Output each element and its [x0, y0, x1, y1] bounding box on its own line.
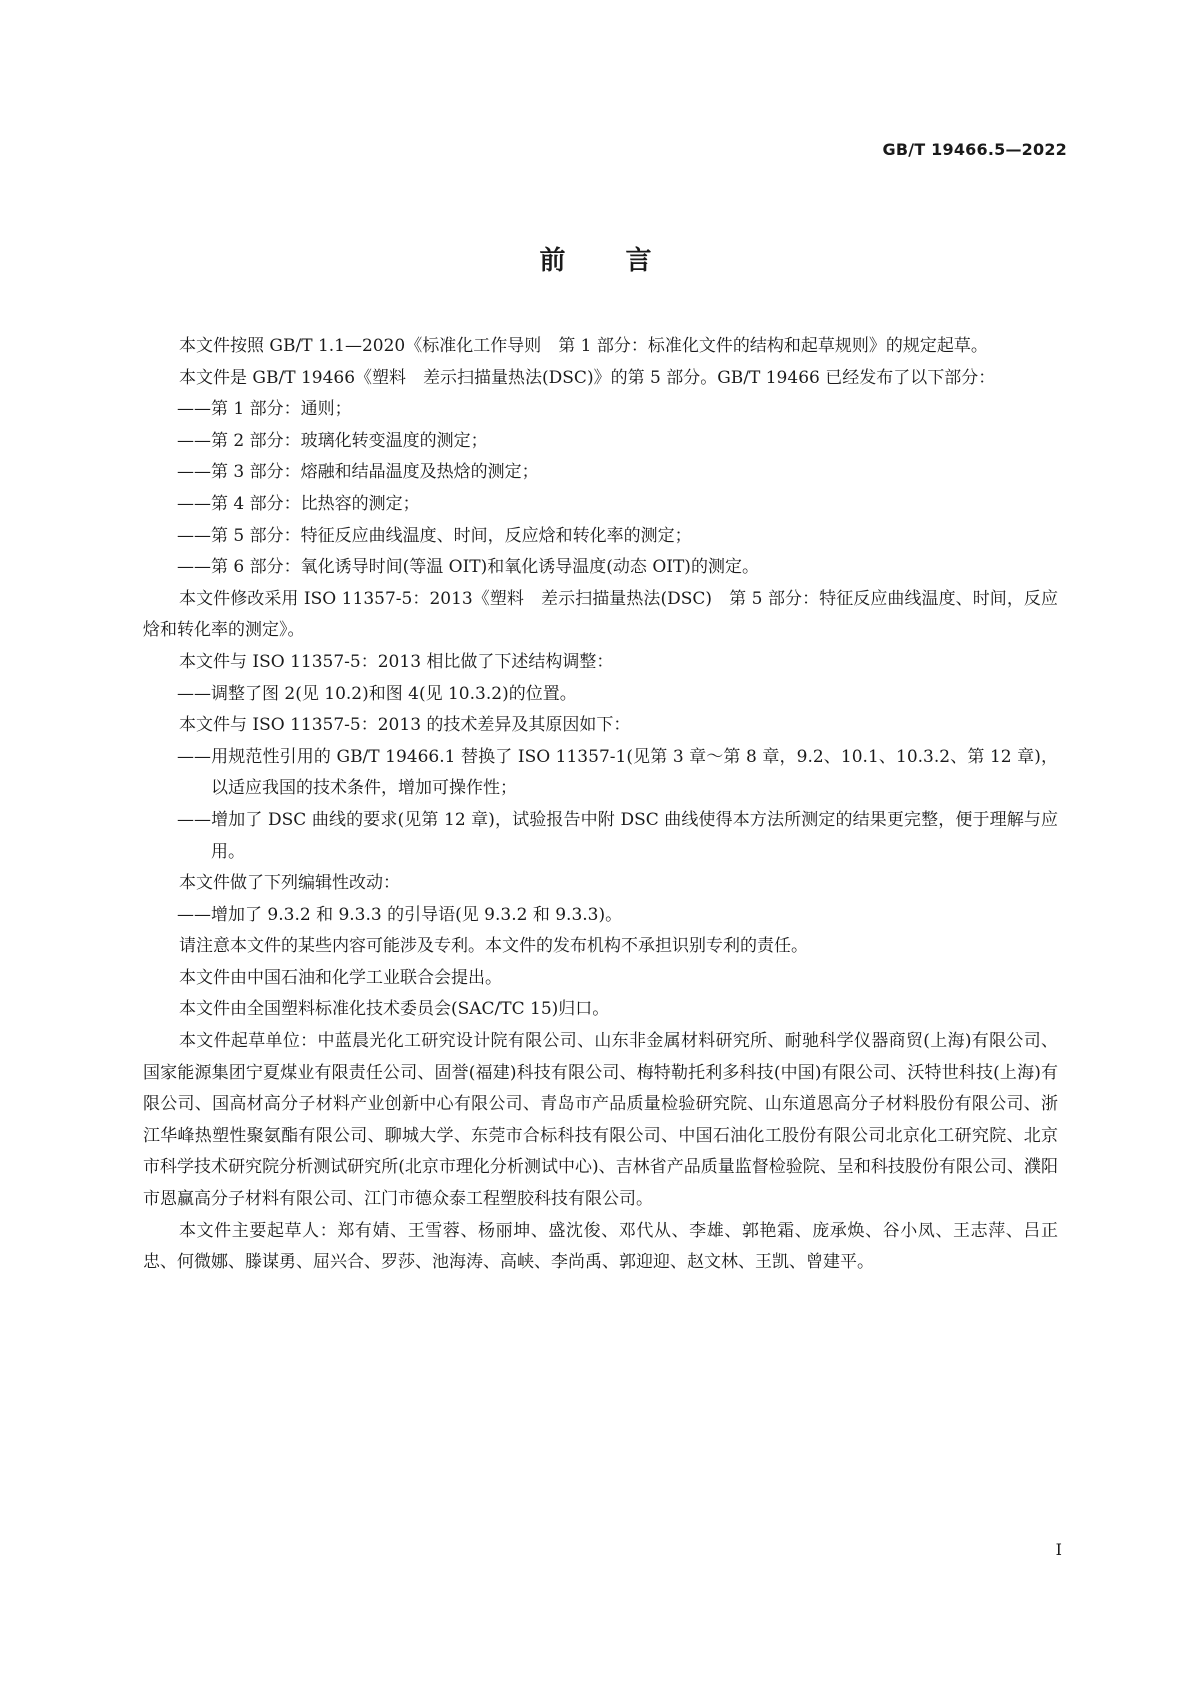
list-item: ——调整了图 2(见 10.2)和图 4(见 10.3.2)的位置。: [177, 683, 577, 704]
page-title: 前言: [539, 246, 712, 276]
paragraph-series-parts: 本文件是 GB/T 19466《塑料 差示扫描量热法(DSC)》的第 5 部分。GB/T 19466 已经发布了以下部分：: [179, 367, 996, 388]
paragraph-proposer: 本文件由中国石油和化学工业联合会提出。: [179, 967, 502, 988]
preface-body: [143, 331, 1058, 1279]
standard-code: GB/T 19466.5—2022: [882, 140, 1067, 159]
paragraph-modified-adoption: 本文件修改采用 ISO 11357-5：2013《塑料 差示扫描量热法(DSC) 第 5 部分：特征反应曲线温度、时间，反应焓和转化率的测定》。: [143, 588, 1058, 641]
paragraph-structure-changes: 本文件与 ISO 11357-5：2013 相比做了下述结构调整：: [179, 651, 614, 672]
list-item: ——第 2 部分：玻璃化转变温度的测定；: [177, 430, 488, 451]
paragraph-drafters: 本文件主要起草人：郑有婧、王雪蓉、杨丽坤、盛沈俊、邓代从、李雄、郭艳霜、庞承焕、谷小凤、王志萍、吕正忠、何微娜、滕谋勇、屈兴合、罗莎、池海涛、高峡、李尚禹、郭迎迎、赵文林、王凯、曾建平。: [143, 1220, 1058, 1273]
list-item: ——第 5 部分：特征反应曲线温度、时间，反应焓和转化率的测定；: [177, 525, 692, 546]
paragraph-drafting-rules: 本文件按照 GB/T 1.1—2020《标准化工作导则 第 1 部分：标准化文件的结构和起草规则》的规定起草。: [179, 336, 988, 356]
paragraph-patent-notice: 请注意本文件的某些内容可能涉及专利。本文件的发布机构不承担识别专利的责任。: [179, 936, 808, 957]
page-number: I: [1055, 1540, 1062, 1559]
list-item: ——第 1 部分：通则；: [177, 399, 352, 420]
list-item: ——第 4 部分：比热容的测定；: [177, 493, 420, 514]
paragraph-drafting-units: 本文件起草单位：中蓝晨光化工研究设计院有限公司、山东非金属材料研究所、耐驰科学仪器商贸(上海)有限公司、国家能源集团宁夏煤业有限责任公司、固誉(福建)科技有限公司、梅特勒托利多科技(中国)有限公司、沃特世科技(上海)有限公司、国高材高分子材料产业创新中心有限公司、青岛市产品质量检验研究院、山东道恩高分子材料股份有限公司、浙江华峰热塑性聚氨酯有限公司、聊城大学、东莞市合标科技有限公司、中国石油化工股份有限公司北京化工研究院、北京市科学技术研究院分析测试研究所(北京市理化分析测试中心)、吉林省产品质量监督检验院、呈和科技股份有限公司、濮阳市恩赢高分子材料有限公司、江门市德众泰工程塑胶科技有限公司。: [143, 1031, 1058, 1210]
list-item: ——第 3 部分：熔融和结晶温度及热焓的测定；: [177, 462, 539, 483]
list-item: ——增加了 DSC 曲线的要求(见第 12 章)，试验报告中附 DSC 曲线使得本方法所测定的结果更完整，便于理解与应用。: [177, 809, 1058, 862]
list-item: ——增加了 9.3.2 和 9.3.3 的引导语(见 9.3.2 和 9.3.3)。: [177, 904, 623, 925]
paragraph-committee: 本文件由全国塑料标准化技术委员会(SAC/TC 15)归口。: [179, 999, 610, 1020]
list-item: ——用规范性引用的 GB/T 19466.1 替换了 ISO 11357-1(见第 3 章～第 8 章，9.2、10.1、10.3.2、第 12 章)，以适应我国的技术条件，增加可操作性；: [177, 746, 1058, 799]
paragraph-editorial-changes: 本文件做了下列编辑性改动：: [179, 873, 400, 894]
paragraph-technical-differences: 本文件与 ISO 11357-5：2013 的技术差异及其原因如下：: [179, 715, 631, 736]
list-item: ——第 6 部分：氧化诱导时间(等温 OIT)和氧化诱导温度(动态 OIT)的测定。: [177, 557, 759, 578]
